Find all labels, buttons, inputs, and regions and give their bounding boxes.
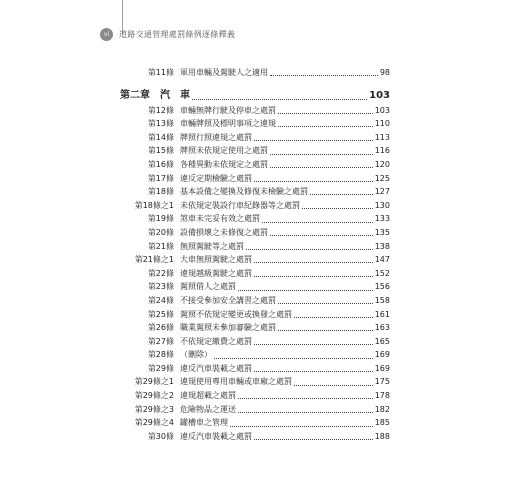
toc-entry: [120, 335, 390, 349]
dot-leader: [254, 276, 373, 277]
article-title: 危險物品之運送: [180, 404, 236, 414]
page-ref: 116: [374, 146, 390, 156]
toc-entry: [120, 375, 390, 389]
page-ref: 156: [374, 282, 390, 292]
toc-entry: [120, 362, 390, 376]
page-ref: 120: [374, 159, 390, 169]
article-number: 第26條: [147, 323, 174, 333]
dot-leader: [262, 222, 373, 223]
page-ref: 135: [374, 227, 390, 237]
toc-entry: [120, 267, 390, 281]
page-ref: 175: [374, 377, 390, 387]
toc-entry: [120, 117, 390, 131]
article-number: 第18條之1: [134, 200, 174, 210]
article-title: 設備損壞之未修復之處罰: [180, 227, 268, 237]
article-number: 第18條: [147, 187, 174, 197]
dot-leader: [246, 249, 373, 250]
page-ref: 130: [374, 200, 390, 210]
article-title: 違規超載之處罰: [180, 391, 236, 401]
dot-leader: [278, 330, 373, 331]
article-number: 第20條: [147, 227, 174, 237]
article-number: 第12條: [147, 105, 174, 115]
page-ref: 152: [374, 268, 390, 278]
page-ref: 138: [374, 241, 390, 251]
dot-leader: [270, 235, 373, 236]
article-title: 軍用車輛及駕駛人之適用: [180, 68, 268, 77]
article-number: 第29條之1: [134, 377, 174, 387]
article-number: 第22條: [147, 268, 174, 278]
dot-leader: [294, 317, 373, 318]
toc-entry: [120, 226, 390, 240]
page-ref: 188: [374, 431, 390, 441]
article-number: 第21條: [147, 241, 174, 251]
article-number: 第13條: [147, 119, 174, 129]
article-title: 不接受參加安全講習之處罰: [180, 295, 276, 305]
dot-leader: [278, 303, 373, 304]
dot-leader: [270, 75, 378, 76]
article-number: 第17條: [147, 173, 174, 183]
dot-leader: [270, 154, 373, 155]
article-title: 違反定期檢驗之處罰: [180, 173, 252, 183]
toc-entry: [120, 348, 390, 362]
page-ref: 185: [374, 418, 390, 428]
table-of-contents: [120, 66, 390, 443]
page-ref: 178: [374, 391, 390, 401]
article-title: 職業駕照未參加審驗之處罰: [180, 323, 276, 333]
dot-leader: [214, 358, 373, 359]
article-number: 第14條: [147, 132, 174, 142]
toc-entry: [120, 308, 390, 322]
article-number: 第29條之2: [134, 391, 174, 401]
page-ref: 158: [374, 295, 390, 305]
toc-entry: [120, 430, 390, 444]
dot-leader: [254, 439, 373, 440]
toc-entry: [120, 185, 390, 199]
toc-entry: [120, 389, 390, 403]
toc-entry: [120, 131, 390, 145]
article-title: 駕照不依規定變更或換發之處罰: [180, 309, 292, 319]
article-number: 第28條: [147, 350, 174, 360]
article-number: 第25條: [147, 309, 174, 319]
article-number: 第21條之1: [134, 255, 174, 265]
article-title: 車輛無牌行駛及停車之處罰: [180, 105, 276, 115]
toc-entry: [120, 144, 390, 158]
dot-leader: [192, 99, 367, 100]
article-title: 未依規定裝設行車紀錄器等之處罰: [180, 200, 300, 210]
toc-entry: [120, 240, 390, 254]
article-number: 第29條: [147, 363, 174, 373]
toc-entry: [120, 212, 390, 226]
article-title: 無照駕駛等之處罰: [180, 241, 244, 251]
article-number: 第29條之3: [134, 404, 174, 414]
page-ref: 125: [374, 173, 390, 183]
toc-entry: [120, 280, 390, 294]
article-title: 車輛牌照及標明事項之違規: [180, 119, 276, 129]
page-ref: 147: [374, 255, 390, 265]
article-title: 違反汽車裝載之處罰: [180, 363, 252, 373]
dot-leader: [230, 426, 373, 427]
toc-entry: [120, 416, 390, 430]
article-number: 第23條: [147, 282, 174, 292]
article-title: （刪除）: [180, 350, 212, 360]
page-ref: 103: [369, 89, 390, 101]
chapter-heading: [120, 88, 390, 104]
chapter-label: 第二章 汽 車: [120, 89, 190, 101]
article-number: 第27條: [147, 336, 174, 346]
article-title: 違規越級駕駛之處罰: [180, 268, 252, 278]
article-number: 第16條: [147, 159, 174, 169]
toc-entry: [120, 172, 390, 186]
article-number: 第30條: [147, 431, 174, 441]
page-ref: 110: [374, 119, 390, 129]
page-ref: 165: [374, 336, 390, 346]
toc-entry: [120, 321, 390, 335]
article-title: 牌照行照違規之處罰: [180, 132, 252, 142]
dot-leader: [238, 398, 373, 399]
dot-leader: [270, 167, 373, 168]
toc-entry: [120, 199, 390, 213]
page-ref: 161: [374, 309, 390, 319]
dot-leader: [254, 181, 373, 182]
article-title: 各種異動未依規定之處罰: [180, 159, 268, 169]
dot-leader: [254, 140, 373, 141]
page-ref: 163: [374, 323, 390, 333]
article-number: 第11條: [147, 68, 174, 77]
dot-leader: [278, 113, 373, 114]
toc-entry: [120, 253, 390, 267]
dot-leader: [278, 126, 373, 127]
book-title: 道路交通管理處罰條例逐條釋義: [119, 29, 236, 39]
dot-leader: [310, 194, 373, 195]
dot-leader: [294, 385, 373, 386]
article-number: 第15條: [147, 146, 174, 156]
page-ref: 113: [374, 132, 390, 142]
dot-leader: [254, 344, 373, 345]
page-ref: 103: [374, 105, 390, 115]
article-number: 第29條之4: [134, 418, 174, 428]
toc-entries: [120, 104, 390, 444]
article-title: 不依規定繳費之處罰: [180, 336, 252, 346]
dot-leader: [254, 262, 373, 263]
toc-entry: [120, 66, 390, 80]
page-ref: 127: [374, 187, 390, 197]
dot-leader: [254, 371, 373, 372]
page-number-badge: vi: [100, 28, 113, 41]
article-title: 基本設備之變換及修復未檢驗之處罰: [180, 187, 308, 197]
page-ref: 169: [374, 363, 390, 373]
article-title: 駕照借人之處罰: [180, 282, 236, 292]
article-title: 牌照未依規定使用之處罰: [180, 146, 268, 156]
dot-leader: [238, 412, 373, 413]
article-title: 煞車未完妥有效之處罰: [180, 214, 260, 224]
article-number: 第19條: [147, 214, 174, 224]
article-number: 第24條: [147, 295, 174, 305]
dot-leader: [238, 290, 373, 291]
toc-entry: [120, 158, 390, 172]
article-title: 違規使用專用車輛或車廂之處罰: [180, 377, 292, 387]
page-ref: 133: [374, 214, 390, 224]
dot-leader: [302, 208, 373, 209]
page-ref: 98: [379, 68, 390, 77]
article-title: 大車無照駕駛之處罰: [180, 255, 252, 265]
toc-entry: [120, 403, 390, 417]
page-ref: 169: [374, 350, 390, 360]
page-ref: 182: [374, 404, 390, 414]
article-title: 罐槽車之管理: [180, 418, 228, 428]
toc-entry: [120, 104, 390, 118]
article-title: 違反汽車裝載之處罰: [180, 431, 252, 441]
toc-entry: [120, 294, 390, 308]
running-header: [100, 27, 235, 41]
